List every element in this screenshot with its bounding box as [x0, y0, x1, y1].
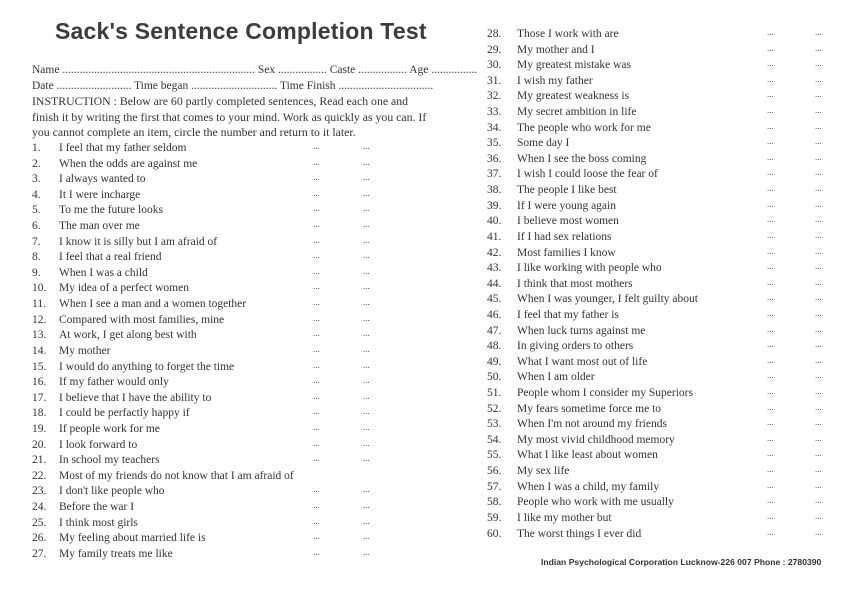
item-number: 56.: [487, 465, 502, 478]
item-number: 52.: [487, 402, 502, 415]
answer-blank[interactable]: ...: [815, 323, 822, 334]
item-number: 12.: [32, 313, 47, 326]
answer-blank[interactable]: ...: [363, 328, 370, 339]
item-number: 28.: [487, 28, 502, 40]
answer-blank[interactable]: ...: [313, 187, 320, 198]
answer-blank[interactable]: ...: [363, 390, 370, 401]
answer-blank[interactable]: ...: [815, 167, 822, 178]
item-stem: My sex life: [517, 465, 570, 478]
item-number: 37.: [487, 168, 502, 181]
item-number: 32.: [487, 90, 502, 103]
item-stem: When I was younger, I felt guilty about: [517, 293, 698, 306]
publisher-footer: Indian Psychological Corporation Lucknow-226 007 Phone : 2780390: [541, 557, 822, 567]
item-number: 49.: [487, 355, 502, 368]
answer-blank[interactable]: ...: [815, 464, 822, 475]
answer-blank[interactable]: ...: [815, 370, 822, 381]
item-stem: Those I work with are: [517, 28, 619, 40]
answer-blank[interactable]: ...: [815, 479, 822, 490]
item-stem: When I was a child, my family: [517, 480, 660, 493]
answer-blank[interactable]: ...: [313, 406, 320, 417]
answer-blank[interactable]: ...: [363, 484, 370, 495]
item-stem: If my father would only: [59, 376, 169, 389]
item-number: 50.: [487, 371, 502, 384]
item-number: 41.: [487, 230, 502, 243]
item-stem: I think that most mothers: [517, 277, 633, 290]
answer-blank[interactable]: ...: [767, 198, 774, 209]
answer-blank[interactable]: ...: [815, 448, 822, 459]
answer-blank[interactable]: ...: [313, 375, 320, 386]
item-stem: I look forward to: [59, 438, 138, 451]
item-number: 31.: [487, 74, 502, 87]
item-number: 4.: [32, 188, 41, 201]
answer-blank[interactable]: ...: [363, 515, 370, 526]
answer-blank[interactable]: ...: [363, 297, 370, 308]
item-stem: I like working with people who: [517, 262, 662, 275]
item-number: 46.: [487, 308, 502, 321]
answer-blank[interactable]: ...: [815, 229, 822, 240]
item-number: 47.: [487, 324, 502, 337]
item-number: 11.: [32, 298, 46, 311]
item-stem: I believe most women: [517, 215, 619, 228]
item-stem: When I see the boss coming: [517, 152, 647, 165]
answer-blank[interactable]: ...: [363, 187, 370, 198]
item-stem: When the odds are against me: [59, 157, 198, 170]
item-number: 13.: [32, 329, 47, 342]
answer-blank[interactable]: ...: [767, 370, 774, 381]
answer-blank[interactable]: ...: [767, 89, 774, 100]
answer-blank[interactable]: ...: [767, 417, 774, 428]
date-time-line: Date .......................... Time began .............................. Time Finish .................................: [32, 80, 434, 92]
answer-blank[interactable]: ...: [313, 172, 320, 183]
answer-blank[interactable]: ...: [767, 401, 774, 412]
item-number: 18.: [32, 407, 47, 420]
item-stem: I like my mother but: [517, 511, 612, 524]
answer-blank[interactable]: ...: [767, 42, 774, 53]
answer-blank[interactable]: ...: [313, 421, 320, 432]
item-stem: Compared with most families, mine: [59, 313, 225, 326]
answer-blank[interactable]: ...: [313, 390, 320, 401]
answer-blank[interactable]: ...: [767, 432, 774, 443]
item-number: 45.: [487, 293, 502, 306]
item-stem: Most families I know: [517, 246, 616, 259]
item-number: 30.: [487, 59, 502, 72]
item-stem: I feel that my father seldom: [59, 142, 187, 154]
item-number: 17.: [32, 391, 47, 404]
item-stem: At work, I get along best with: [59, 329, 197, 342]
answer-blank[interactable]: ...: [815, 354, 822, 365]
answer-blank[interactable]: ...: [313, 219, 320, 230]
answer-blank[interactable]: ...: [815, 198, 822, 209]
answer-blank[interactable]: ...: [815, 495, 822, 506]
answer-blank[interactable]: ...: [313, 515, 320, 526]
item-number: 34.: [487, 121, 502, 134]
answer-blank[interactable]: ...: [815, 276, 822, 287]
item-stem: I wish my father: [517, 74, 593, 87]
answer-blank[interactable]: ...: [815, 27, 822, 37]
answer-blank[interactable]: ...: [767, 245, 774, 256]
answer-blank[interactable]: ...: [363, 141, 370, 151]
item-stem: I feel that a real friend: [59, 251, 162, 264]
answer-blank[interactable]: ...: [767, 526, 774, 537]
answer-blank[interactable]: ...: [767, 167, 774, 178]
item-number: 9.: [32, 266, 41, 279]
item-number: 38.: [487, 184, 502, 197]
item-stem: If people work for me: [59, 422, 160, 435]
item-number: 51.: [487, 387, 502, 400]
answer-blank[interactable]: ...: [815, 105, 822, 116]
item-number: 6.: [32, 220, 41, 233]
item-number: 39.: [487, 199, 502, 212]
answer-blank[interactable]: ...: [767, 276, 774, 287]
item-number: 22.: [32, 469, 47, 482]
answer-blank[interactable]: ...: [767, 214, 774, 225]
answer-blank[interactable]: ...: [815, 292, 822, 303]
answer-blank[interactable]: ...: [815, 42, 822, 53]
item-number: 43.: [487, 262, 502, 275]
answer-blank[interactable]: ...: [767, 27, 774, 37]
item-stem: I think most girls: [59, 516, 138, 529]
item-number: 35.: [487, 137, 502, 150]
answer-blank[interactable]: ...: [313, 359, 320, 370]
answer-blank[interactable]: ...: [363, 406, 370, 417]
item-stem: My most vivid childhood memory: [517, 433, 675, 446]
item-stem: My mother: [59, 344, 111, 357]
item-stem: I know it is silly but I am afraid of: [59, 235, 218, 248]
answer-blank[interactable]: ...: [815, 417, 822, 428]
answer-blank[interactable]: ...: [767, 73, 774, 84]
answer-blank[interactable]: ...: [313, 437, 320, 448]
item-stem: Before the war I: [59, 501, 135, 514]
item-stem: What I want most out of life: [517, 355, 648, 368]
answer-blank[interactable]: ...: [363, 203, 370, 214]
item-stem: If I were young again: [517, 199, 616, 212]
item-number: 55.: [487, 449, 502, 462]
item-number: 36.: [487, 152, 502, 165]
item-number: 1.: [32, 142, 41, 154]
answer-blank[interactable]: ...: [363, 421, 370, 432]
answer-blank[interactable]: ...: [363, 312, 370, 323]
item-stem: I would do anything to forget the time: [59, 360, 235, 373]
answer-blank[interactable]: ...: [767, 120, 774, 131]
item-number: 58.: [487, 496, 502, 509]
item-number: 54.: [487, 433, 502, 446]
answer-blank[interactable]: ...: [767, 386, 774, 397]
item-stem: To me the future looks: [59, 204, 163, 217]
answer-blank[interactable]: ...: [313, 297, 320, 308]
item-number: 20.: [32, 438, 47, 451]
answer-blank[interactable]: ...: [313, 500, 320, 511]
answer-blank[interactable]: ...: [363, 265, 370, 276]
answer-blank[interactable]: ...: [313, 281, 320, 292]
item-stem: My feeling about married life is: [59, 532, 206, 545]
item-stem: My greatest mistake was: [517, 59, 632, 72]
answer-blank[interactable]: ...: [313, 265, 320, 276]
item-stem: The worst things I ever did: [517, 527, 642, 540]
item-number: 40.: [487, 215, 502, 228]
item-stem: When I'm not around my friends: [517, 418, 667, 431]
item-stem: My family treats me like: [59, 547, 173, 560]
instruction-text: INSTRUCTION : Below are 60 partly completed sentences, Read each one and finish it by writing the first that comes to your mind. Work as quickly as you can. If you cannot complete an item, circle the number and return to it later.: [32, 94, 427, 140]
answer-blank[interactable]: ...: [767, 354, 774, 365]
item-number: 44.: [487, 277, 502, 290]
answer-blank[interactable]: ...: [363, 343, 370, 354]
answer-blank[interactable]: ...: [815, 245, 822, 256]
item-number: 26.: [32, 532, 47, 545]
answer-blank[interactable]: ...: [767, 495, 774, 506]
item-stem: My secret ambition in life: [517, 106, 637, 119]
answer-blank[interactable]: ...: [767, 151, 774, 162]
item-stem: When I am older: [517, 371, 595, 384]
answer-blank[interactable]: ...: [313, 250, 320, 261]
item-stem: I believe that I have the ability to: [59, 391, 212, 404]
item-stem: I always wanted to: [59, 173, 146, 186]
item-stem: I don't like people who: [59, 485, 165, 498]
item-number: 10.: [32, 282, 47, 295]
answer-blank[interactable]: ...: [363, 453, 370, 464]
answer-blank[interactable]: ...: [815, 120, 822, 131]
answer-blank[interactable]: ...: [767, 58, 774, 69]
answer-blank[interactable]: ...: [767, 339, 774, 350]
item-number: 19.: [32, 422, 47, 435]
answer-blank[interactable]: ...: [363, 281, 370, 292]
answer-blank[interactable]: ...: [313, 141, 320, 151]
answer-blank[interactable]: ...: [815, 386, 822, 397]
answer-blank[interactable]: ...: [363, 156, 370, 167]
item-number: 8.: [32, 251, 41, 264]
item-number: 2.: [32, 157, 41, 170]
item-stem: The man over me: [59, 220, 140, 233]
answer-blank[interactable]: ...: [815, 183, 822, 194]
answer-blank[interactable]: ...: [767, 292, 774, 303]
answer-blank[interactable]: ...: [815, 151, 822, 162]
answer-blank[interactable]: ...: [815, 432, 822, 443]
item-stem: My idea of a perfect women: [59, 282, 189, 295]
answer-blank[interactable]: ...: [313, 203, 320, 214]
answer-blank[interactable]: ...: [767, 136, 774, 147]
answer-blank[interactable]: ...: [815, 510, 822, 521]
item-number: 25.: [32, 516, 47, 529]
answer-blank[interactable]: ...: [313, 343, 320, 354]
answer-blank[interactable]: ...: [815, 261, 822, 272]
item-stem: I feel that my father is: [517, 308, 619, 321]
answer-blank[interactable]: ...: [767, 479, 774, 490]
answer-blank[interactable]: ...: [815, 136, 822, 147]
answer-blank[interactable]: ...: [767, 105, 774, 116]
answer-blank[interactable]: ...: [767, 229, 774, 240]
item-number: 27.: [32, 547, 47, 560]
answer-blank[interactable]: ...: [815, 401, 822, 412]
item-stem: In school my teachers: [59, 454, 160, 467]
answer-blank[interactable]: ...: [363, 437, 370, 448]
answer-blank[interactable]: ...: [363, 546, 370, 557]
item-number: 24.: [32, 501, 47, 514]
item-stem: My greatest weakness is: [517, 90, 630, 103]
item-stem: The people who work for me: [517, 121, 651, 134]
item-number: 23.: [32, 485, 47, 498]
item-number: 5.: [32, 204, 41, 217]
item-stem: What I like least about women: [517, 449, 658, 462]
item-stem: People who work with me usually: [517, 496, 674, 509]
item-number: 59.: [487, 511, 502, 524]
answer-blank[interactable]: ...: [815, 307, 822, 318]
answer-blank[interactable]: ...: [313, 546, 320, 557]
answer-blank[interactable]: ...: [815, 58, 822, 69]
item-stem: I could be perfactly happy if: [59, 407, 190, 420]
item-stem: The people I like best: [517, 184, 617, 197]
answer-blank[interactable]: ...: [363, 500, 370, 511]
answer-blank[interactable]: ...: [767, 464, 774, 475]
item-number: 53.: [487, 418, 502, 431]
answer-blank[interactable]: ...: [815, 73, 822, 84]
answer-blank[interactable]: ...: [313, 156, 320, 167]
item-stem: My mother and I: [517, 43, 595, 56]
answer-blank[interactable]: ...: [363, 375, 370, 386]
item-stem: When luck turns against me: [517, 324, 646, 337]
answer-blank[interactable]: ...: [363, 172, 370, 183]
name-sex-caste-age-line: Name ................................................................... Sex ................. Caste ................. Age ................: [32, 64, 478, 76]
item-number: 42.: [487, 246, 502, 259]
item-number: 48.: [487, 340, 502, 353]
answer-blank[interactable]: ...: [363, 531, 370, 542]
item-number: 16.: [32, 376, 47, 389]
item-stem: People whom I consider my Superiors: [517, 387, 693, 400]
answer-blank[interactable]: ...: [363, 234, 370, 245]
answer-blank[interactable]: ...: [815, 214, 822, 225]
item-number: 29.: [487, 43, 502, 56]
answer-blank[interactable]: ...: [363, 359, 370, 370]
answer-blank[interactable]: ...: [767, 323, 774, 334]
item-stem: Some day I: [517, 137, 570, 150]
item-number: 57.: [487, 480, 502, 493]
answer-blank[interactable]: ...: [767, 510, 774, 521]
item-number: 21.: [32, 454, 47, 467]
answer-blank[interactable]: ...: [313, 484, 320, 495]
item-stem: When I was a child: [59, 266, 148, 279]
item-stem: In giving orders to others: [517, 340, 634, 353]
answer-blank[interactable]: ...: [815, 339, 822, 350]
item-number: 7.: [32, 235, 41, 248]
answer-blank[interactable]: ...: [313, 328, 320, 339]
answer-blank[interactable]: ...: [815, 89, 822, 100]
item-number: 3.: [32, 173, 41, 186]
answer-blank[interactable]: ...: [313, 531, 320, 542]
answer-blank[interactable]: ...: [767, 448, 774, 459]
answer-blank[interactable]: ...: [767, 307, 774, 318]
answer-blank[interactable]: ...: [313, 234, 320, 245]
item-number: 14.: [32, 344, 47, 357]
item-number: 33.: [487, 106, 502, 119]
answer-blank[interactable]: ...: [313, 312, 320, 323]
item-stem: It I were incharge: [59, 188, 141, 201]
answer-blank[interactable]: ...: [313, 453, 320, 464]
answer-blank[interactable]: ...: [767, 261, 774, 272]
answer-blank[interactable]: ...: [363, 250, 370, 261]
page-title: Sack's Sentence Completion Test: [55, 18, 427, 44]
item-stem: Most of my friends do not know that I am afraid of: [59, 469, 294, 482]
item-stem: My fears sometime force me to: [517, 402, 662, 415]
item-stem: When I see a man and a women together: [59, 298, 247, 311]
item-stem: If I had sex relations: [517, 230, 612, 243]
item-number: 15.: [32, 360, 47, 373]
item-number: 60.: [487, 527, 502, 540]
answer-blank[interactable]: ...: [815, 526, 822, 537]
answer-blank[interactable]: ...: [363, 219, 370, 230]
answer-blank[interactable]: ...: [767, 183, 774, 194]
item-stem: I wish I could loose the fear of: [517, 168, 658, 181]
